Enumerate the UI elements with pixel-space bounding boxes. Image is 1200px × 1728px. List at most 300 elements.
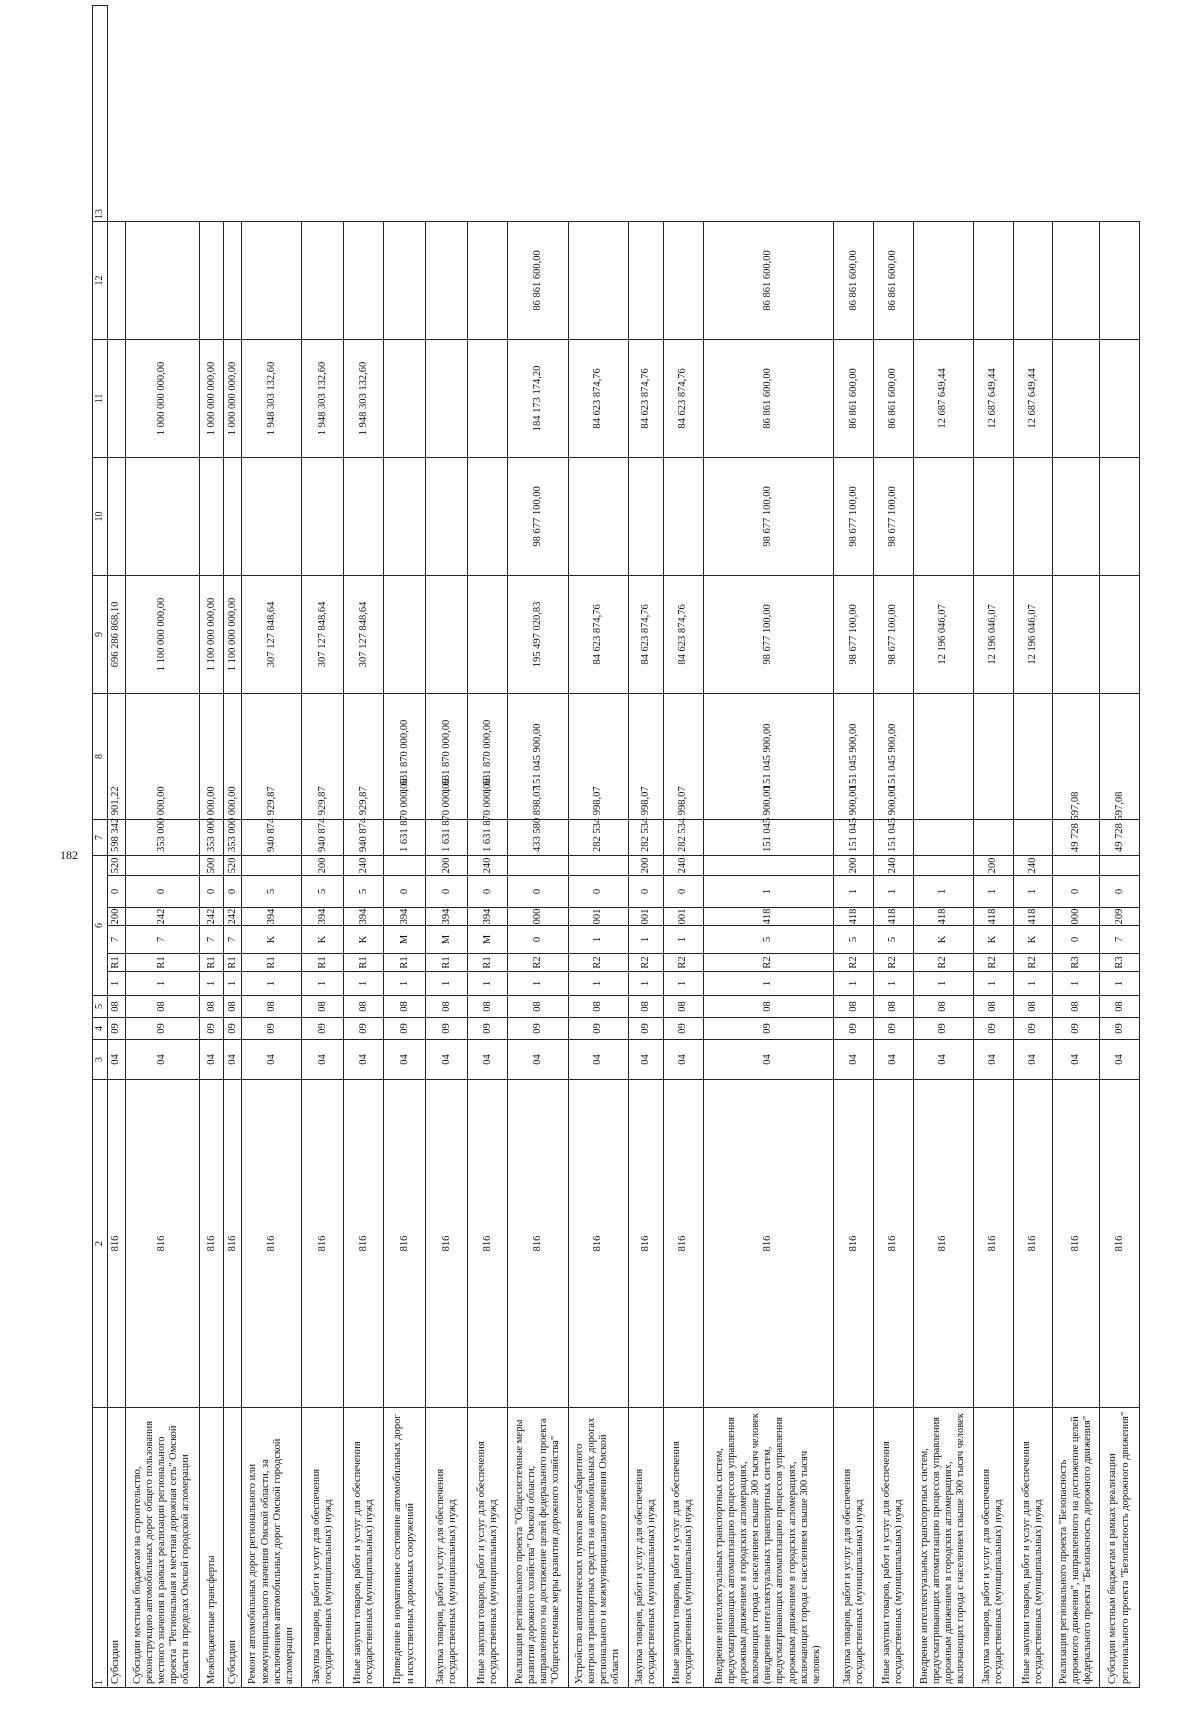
col9-amount: 1 631 870 000,00 [426, 693, 468, 819]
page-number: 182 [60, 848, 78, 862]
program-code-part: M [383, 926, 425, 954]
col8-amount: 151 045 900,00 [703, 819, 834, 855]
program-code-part: 0 [663, 876, 703, 908]
table-row [468, 5, 508, 1687]
program-code-part: 08 [302, 996, 344, 1018]
header-cell: 6 [93, 855, 108, 995]
program-code-part: 1 [703, 876, 834, 908]
col8-amount [973, 819, 1013, 855]
col5-cell: 09 [344, 1018, 384, 1040]
program-code-part: 200 [108, 908, 126, 926]
program-code-part: 1 [628, 972, 663, 996]
col4-cell: 04 [973, 1040, 1013, 1080]
col10-amount: 98 677 100,00 [703, 575, 834, 693]
col13-amount [1053, 221, 1100, 339]
col7-cell [703, 855, 834, 875]
col12-amount: 84 623 874,76 [663, 339, 703, 457]
program-code-part: 418 [703, 908, 834, 926]
col10-amount: 98 677 100,00 [874, 575, 914, 693]
col8-amount: 151 045 900,00 [834, 819, 874, 855]
col12-amount: 1 000 000 000,00 [199, 339, 224, 457]
col11-amount [426, 457, 468, 575]
table-row [242, 5, 302, 1687]
col7-cell [242, 855, 302, 875]
col8-amount: 282 534 998,07 [663, 819, 703, 855]
header-cell: 7 [93, 819, 108, 855]
row-name: Внедрение интеллектуальных транспортных систем, предусматривающих автоматизацию процессов управления дорожным движением в городских агломерациях, включающих города с населением свыше 300 тысяч человек [913, 1408, 973, 1688]
program-code-part: 08 [1013, 996, 1053, 1018]
col5-cell: 09 [383, 1018, 425, 1040]
col3-cell: 816 [224, 1080, 242, 1408]
header-cell: 9 [93, 575, 108, 693]
program-code-part: 1 [1053, 972, 1100, 996]
col3-cell: 816 [344, 1080, 384, 1408]
col7-cell: 520 [108, 855, 126, 875]
program-code-part: R1 [302, 954, 344, 972]
program-code-part: 0 [1053, 926, 1100, 954]
col13-amount [199, 221, 224, 339]
header-cell: 10 [93, 457, 108, 575]
program-code-part: 5 [874, 926, 914, 954]
col13-amount [468, 221, 508, 339]
rotated-page [92, 28, 1140, 1688]
col3-cell: 816 [834, 1080, 874, 1408]
program-code-part: R2 [568, 954, 628, 972]
col13-amount [242, 221, 302, 339]
col11-amount [344, 457, 384, 575]
row-name: Межбюджетные трансферты [199, 1408, 224, 1688]
header-cell: 11 [93, 339, 108, 457]
col8-amount [913, 819, 973, 855]
col3-cell: 816 [568, 1080, 628, 1408]
program-code-part: 7 [224, 926, 242, 954]
program-code-part: R2 [834, 954, 874, 972]
program-code-part: K [973, 926, 1013, 954]
program-code-part: 1 [834, 876, 874, 908]
col3-cell: 816 [302, 1080, 344, 1408]
table-row [663, 5, 703, 1687]
table-row [568, 5, 628, 1687]
program-code-part: 08 [508, 996, 569, 1018]
col12-amount: 1 948 303 132,60 [242, 339, 302, 457]
program-code-part: 08 [125, 996, 199, 1018]
program-code-part: 1 [568, 926, 628, 954]
program-code-part: M [426, 926, 468, 954]
header-cell: 8 [93, 693, 108, 819]
col8-amount: 940 874 929,87 [242, 819, 302, 855]
row-name: Реализация регионального проекта "Общесистемные меры развития дорожного хозяйства" Омской области, направленного на достижение целей федерального проекта "Общесистемные меры развития дорожного хозяйства" [508, 1408, 569, 1688]
table-row [383, 5, 425, 1687]
program-code-part: 000 [508, 908, 569, 926]
col12-amount: 1 000 000 000,00 [224, 339, 242, 457]
col7-cell: 240 [874, 855, 914, 875]
program-code-part: 1 [468, 972, 508, 996]
table-row [224, 5, 242, 1687]
program-code-part: 1 [973, 876, 1013, 908]
row-name: Иные закупки товаров, работ и услуг для обеспечения государственных (муниципальных) нужд [468, 1408, 508, 1688]
col9-amount [1013, 693, 1053, 819]
col5-cell: 09 [628, 1018, 663, 1040]
col13-amount [426, 221, 468, 339]
col12-amount: 1 948 303 132,60 [344, 339, 384, 457]
row-name: Субсидии [108, 1408, 126, 1688]
row-name: Закупка товаров, работ и услуг для обеспечения государственных (муниципальных) нужд [628, 1408, 663, 1688]
program-code-part: K [344, 926, 384, 954]
col10-amount: 84 623 874,76 [663, 575, 703, 693]
col3-cell: 816 [628, 1080, 663, 1408]
program-code-part: R1 [468, 954, 508, 972]
col12-amount: 86 861 600,00 [703, 339, 834, 457]
header-cell: 12 [93, 221, 108, 339]
table-row [125, 5, 199, 1687]
row-name: Внедрение интеллектуальных транспортных систем, предусматривающих автоматизацию процессов управления дорожным движением в городских агломерациях, включающих города с населением свыше 300 тысяч человек (внедрение интеллектуальных транспортных систем, предусматривающих автоматизацию процессов управления дорожным движением в городских агломерациях, включающих города с населением свыше 300 тысяч человек) [703, 1408, 834, 1688]
col7-cell [383, 855, 425, 875]
program-code-part: 0 [199, 876, 224, 908]
program-code-part: 5 [703, 926, 834, 954]
col5-cell: 09 [302, 1018, 344, 1040]
program-code-part: 1 [108, 972, 126, 996]
col5-cell: 09 [242, 1018, 302, 1040]
col11-amount [1053, 457, 1100, 575]
program-code-part: R2 [973, 954, 1013, 972]
col9-amount: 151 045 900,00 [703, 693, 834, 819]
col3-cell: 816 [973, 1080, 1013, 1408]
row-name: Субсидии местным бюджетам в рамках реализации регионального проекта "Безопасность дорожного движения" [1100, 1408, 1140, 1688]
col12-amount: 86 861 600,00 [874, 339, 914, 457]
program-code-part: K [302, 926, 344, 954]
col13-amount: 86 861 600,00 [508, 221, 569, 339]
col12-amount: 1 000 000 000,00 [125, 339, 199, 457]
col3-cell: 816 [1013, 1080, 1053, 1408]
col12-amount [468, 339, 508, 457]
program-code-part: 1 [344, 972, 384, 996]
col7-cell: 200 [426, 855, 468, 875]
budget-table [92, 5, 1140, 1688]
program-code-part: M [468, 926, 508, 954]
program-code-part: 0 [125, 876, 199, 908]
col4-cell: 04 [568, 1040, 628, 1080]
table-row [1013, 5, 1053, 1687]
col5-cell: 09 [568, 1018, 628, 1040]
col3-cell: 816 [703, 1080, 834, 1408]
col8-amount: 598 342 901,22 [108, 819, 126, 855]
col3-cell: 816 [508, 1080, 569, 1408]
col8-amount [1013, 819, 1053, 855]
col4-cell: 04 [468, 1040, 508, 1080]
row-name: Иные закупки товаров, работ и услуг для обеспечения государственных (муниципальных) нужд [344, 1408, 384, 1688]
program-code-part: K [1013, 926, 1053, 954]
col11-amount [568, 457, 628, 575]
program-code-part: R1 [426, 954, 468, 972]
program-code-part: 0 [1053, 876, 1100, 908]
program-code-part: 08 [628, 996, 663, 1018]
col5-cell: 09 [1013, 1018, 1053, 1040]
row-name: Субсидии местным бюджетам на строительство, реконструкцию автомобильных дорог общего пользования местного значения в рамках реализации регионального проекта "Региональная и местная дорожная сеть" Омской области в пределах Омской городской агломерации [125, 1408, 199, 1688]
col5-cell: 09 [224, 1018, 242, 1040]
program-code-part: 08 [1100, 996, 1140, 1018]
program-code-part: R1 [242, 954, 302, 972]
col10-amount: 195 497 020,83 [508, 575, 569, 693]
col7-cell: 200 [834, 855, 874, 875]
col11-amount [1013, 457, 1053, 575]
col5-cell: 09 [468, 1018, 508, 1040]
col3-cell: 816 [108, 1080, 126, 1408]
col10-amount [1100, 575, 1140, 693]
header-cell: 5 [93, 996, 108, 1018]
col4-cell: 04 [703, 1040, 834, 1080]
program-code-part: 7 [199, 926, 224, 954]
col3-cell: 816 [1100, 1080, 1140, 1408]
table-row [302, 5, 344, 1687]
col4-cell: 04 [383, 1040, 425, 1080]
table-row [1053, 5, 1100, 1687]
program-code-part: 1 [973, 972, 1013, 996]
program-code-part: 1 [199, 972, 224, 996]
program-code-part: 0 [468, 876, 508, 908]
col7-cell [1100, 855, 1140, 875]
program-code-part: R2 [874, 954, 914, 972]
col10-amount [426, 575, 468, 693]
table-row [874, 5, 914, 1687]
col13-amount: 86 861 600,00 [703, 221, 834, 339]
col10-amount: 1 100 000 000,00 [224, 575, 242, 693]
program-code-part: 08 [568, 996, 628, 1018]
col4-cell: 04 [224, 1040, 242, 1080]
program-code-part: 1 [383, 972, 425, 996]
col9-amount: 151 045 900,00 [508, 693, 569, 819]
col11-amount: 98 677 100,00 [834, 457, 874, 575]
col4-cell: 04 [663, 1040, 703, 1080]
program-code-part: K [913, 926, 973, 954]
program-code-part: 1 [426, 972, 468, 996]
program-code-part: 08 [199, 996, 224, 1018]
row-name: Иные закупки товаров, работ и услуг для обеспечения государственных (муниципальных) нужд [874, 1408, 914, 1688]
col3-cell: 816 [468, 1080, 508, 1408]
col12-amount [1100, 339, 1140, 457]
row-name: Приведение в нормативное состояние автомобильных дорог и искусственных дорожных сооружений [383, 1408, 425, 1688]
table-row [703, 5, 834, 1687]
col10-amount [1053, 575, 1100, 693]
col7-cell: 200 [973, 855, 1013, 875]
col4-cell: 04 [1100, 1040, 1140, 1080]
col7-cell [1053, 855, 1100, 875]
col8-amount: 151 045 900,00 [874, 819, 914, 855]
table-row [508, 5, 569, 1687]
col12-amount: 12 687 649,44 [913, 339, 973, 457]
col11-amount [125, 457, 199, 575]
col11-amount [224, 457, 242, 575]
col13-amount [1100, 221, 1140, 339]
program-code-part: 1 [913, 876, 973, 908]
program-code-part: 1 [663, 972, 703, 996]
row-name: Закупка товаров, работ и услуг для обеспечения государственных (муниципальных) нужд [973, 1408, 1013, 1688]
col3-cell: 816 [242, 1080, 302, 1408]
header-cell: 3 [93, 1040, 108, 1080]
col11-amount [973, 457, 1013, 575]
table-row [426, 5, 468, 1687]
col7-cell [508, 855, 569, 875]
program-code-part: 08 [426, 996, 468, 1018]
col8-amount: 49 728 597,08 [1053, 819, 1100, 855]
col7-cell: 240 [663, 855, 703, 875]
col5-cell: 09 [508, 1018, 569, 1040]
program-code-part: 7 [108, 926, 126, 954]
col10-amount: 696 286 868,10 [108, 575, 126, 693]
col13-amount [383, 221, 425, 339]
program-code-part: 1 [1013, 876, 1053, 908]
program-code-part: 0 [568, 876, 628, 908]
row-name: Закупка товаров, работ и услуг для обеспечения государственных (муниципальных) нужд [834, 1408, 874, 1688]
col5-cell: 09 [426, 1018, 468, 1040]
col11-amount [108, 457, 126, 575]
col10-amount: 307 127 848,64 [242, 575, 302, 693]
col3-cell: 816 [1053, 1080, 1100, 1408]
program-code-part: R2 [703, 954, 834, 972]
program-code-part: 0 [508, 876, 569, 908]
program-code-part: 394 [383, 908, 425, 926]
program-code-part: 0 [508, 926, 569, 954]
program-code-part: 1 [874, 876, 914, 908]
program-code-part: 1 [874, 972, 914, 996]
program-code-part: 394 [242, 908, 302, 926]
col4-cell: 04 [108, 1040, 126, 1080]
col3-cell: 816 [125, 1080, 199, 1408]
col4-cell: 04 [125, 1040, 199, 1080]
col4-cell: 04 [628, 1040, 663, 1080]
col5-cell: 09 [973, 1018, 1013, 1040]
program-code-part: R1 [224, 954, 242, 972]
col3-cell: 816 [913, 1080, 973, 1408]
row-name: Закупка товаров, работ и услуг для обеспечения государственных (муниципальных) нужд [302, 1408, 344, 1688]
program-code-part: 242 [125, 908, 199, 926]
col12-amount [1053, 339, 1100, 457]
table-row [344, 5, 384, 1687]
col10-amount [383, 575, 425, 693]
program-code-part: 08 [468, 996, 508, 1018]
table-row [628, 5, 663, 1687]
program-code-part: 5 [242, 876, 302, 908]
col13-amount [568, 221, 628, 339]
program-code-part: 418 [874, 908, 914, 926]
program-code-part: 0 [628, 876, 663, 908]
col11-amount [468, 457, 508, 575]
col7-cell [125, 855, 199, 875]
col8-amount: 282 534 998,07 [568, 819, 628, 855]
col7-cell [568, 855, 628, 875]
col10-amount: 1 100 000 000,00 [199, 575, 224, 693]
program-code-part: R2 [1013, 954, 1053, 972]
col11-amount [383, 457, 425, 575]
program-code-part: 418 [1013, 908, 1053, 926]
col7-cell: 240 [1013, 855, 1053, 875]
col11-amount [242, 457, 302, 575]
col8-amount: 940 874 929,87 [302, 819, 344, 855]
col4-cell: 04 [913, 1040, 973, 1080]
col4-cell: 04 [874, 1040, 914, 1080]
program-code-part: 08 [1053, 996, 1100, 1018]
col3-cell: 816 [383, 1080, 425, 1408]
program-code-part: 001 [628, 908, 663, 926]
col13-amount [108, 221, 126, 339]
col4-cell: 04 [834, 1040, 874, 1080]
col5-cell: 09 [199, 1018, 224, 1040]
table-row [973, 5, 1013, 1687]
col13-amount: 86 861 600,00 [834, 221, 874, 339]
col4-cell: 04 [242, 1040, 302, 1080]
col5-cell: 09 [663, 1018, 703, 1040]
program-code-part: 08 [703, 996, 834, 1018]
program-code-part: R1 [199, 954, 224, 972]
col11-amount [1100, 457, 1140, 575]
col8-amount: 433 580 898,07 [508, 819, 569, 855]
col11-amount: 98 677 100,00 [703, 457, 834, 575]
table-row [108, 5, 126, 1687]
program-code-part: 1 [1100, 972, 1140, 996]
row-name: Устройство автоматических пунктов весогабаритного контроля транспортных средств на автомобильных дорогах регионального и межмуниципального значения Омской области [568, 1408, 628, 1688]
col5-cell: 09 [1053, 1018, 1100, 1040]
col9-amount: 1 631 870 000,00 [383, 693, 425, 819]
header-row [93, 5, 108, 1687]
program-code-part: R2 [628, 954, 663, 972]
col11-amount [913, 457, 973, 575]
program-code-part: 1 [224, 972, 242, 996]
program-code-part: 08 [834, 996, 874, 1018]
program-code-part: 1 [628, 926, 663, 954]
col10-amount: 84 623 874,76 [568, 575, 628, 693]
col9-amount [973, 693, 1013, 819]
program-code-part: 0 [426, 876, 468, 908]
col11-amount [302, 457, 344, 575]
col9-amount: 151 045 900,00 [874, 693, 914, 819]
col10-amount: 12 196 046,07 [973, 575, 1013, 693]
row-name: Иные закупки товаров, работ и услуг для обеспечения государственных (муниципальных) нужд [663, 1408, 703, 1688]
col10-amount: 12 196 046,07 [1013, 575, 1053, 693]
row-name: Иные закупки товаров, работ и услуг для обеспечения государственных (муниципальных) нужд [1013, 1408, 1053, 1688]
program-code-part: 08 [874, 996, 914, 1018]
col8-amount: 353 000 000,00 [224, 819, 242, 855]
program-code-part: 0 [224, 876, 242, 908]
row-name: Ремонт автомобильных дорог регионального или межмуниципального значения Омской области, за исключением автомобильных дорог Омской городской агломерации [242, 1408, 302, 1688]
program-code-part: R3 [1053, 954, 1100, 972]
col9-amount: 151 045 900,00 [834, 693, 874, 819]
col12-amount: 84 623 874,76 [628, 339, 663, 457]
program-code-part: 1 [568, 972, 628, 996]
col10-amount: 307 127 848,64 [344, 575, 384, 693]
row-name: Реализация регионального проекта "Безопасность дорожного движения", направленного на достижение целей федерального проекта "Безопасность дорожного движения" [1053, 1408, 1100, 1688]
col10-amount: 12 196 046,07 [913, 575, 973, 693]
col12-amount: 12 687 649,44 [1013, 339, 1053, 457]
col5-cell: 09 [703, 1018, 834, 1040]
program-code-part: 418 [913, 908, 973, 926]
col11-amount [628, 457, 663, 575]
col13-amount [302, 221, 344, 339]
program-code-part: 000 [1053, 908, 1100, 926]
col3-cell: 816 [426, 1080, 468, 1408]
col13-amount [125, 221, 199, 339]
program-code-part: 0 [1100, 876, 1140, 908]
program-code-part: 5 [344, 876, 384, 908]
program-code-part: R2 [508, 954, 569, 972]
row-name: Закупка товаров, работ и услуг для обеспечения государственных (муниципальных) нужд [426, 1408, 468, 1688]
program-code-part: 08 [663, 996, 703, 1018]
program-code-part: 7 [125, 926, 199, 954]
col12-amount: 84 623 874,76 [568, 339, 628, 457]
program-code-part: K [242, 926, 302, 954]
program-code-part: R3 [1100, 954, 1140, 972]
col4-cell: 04 [426, 1040, 468, 1080]
col8-amount: 282 534 998,07 [628, 819, 663, 855]
program-code-part: 242 [199, 908, 224, 926]
